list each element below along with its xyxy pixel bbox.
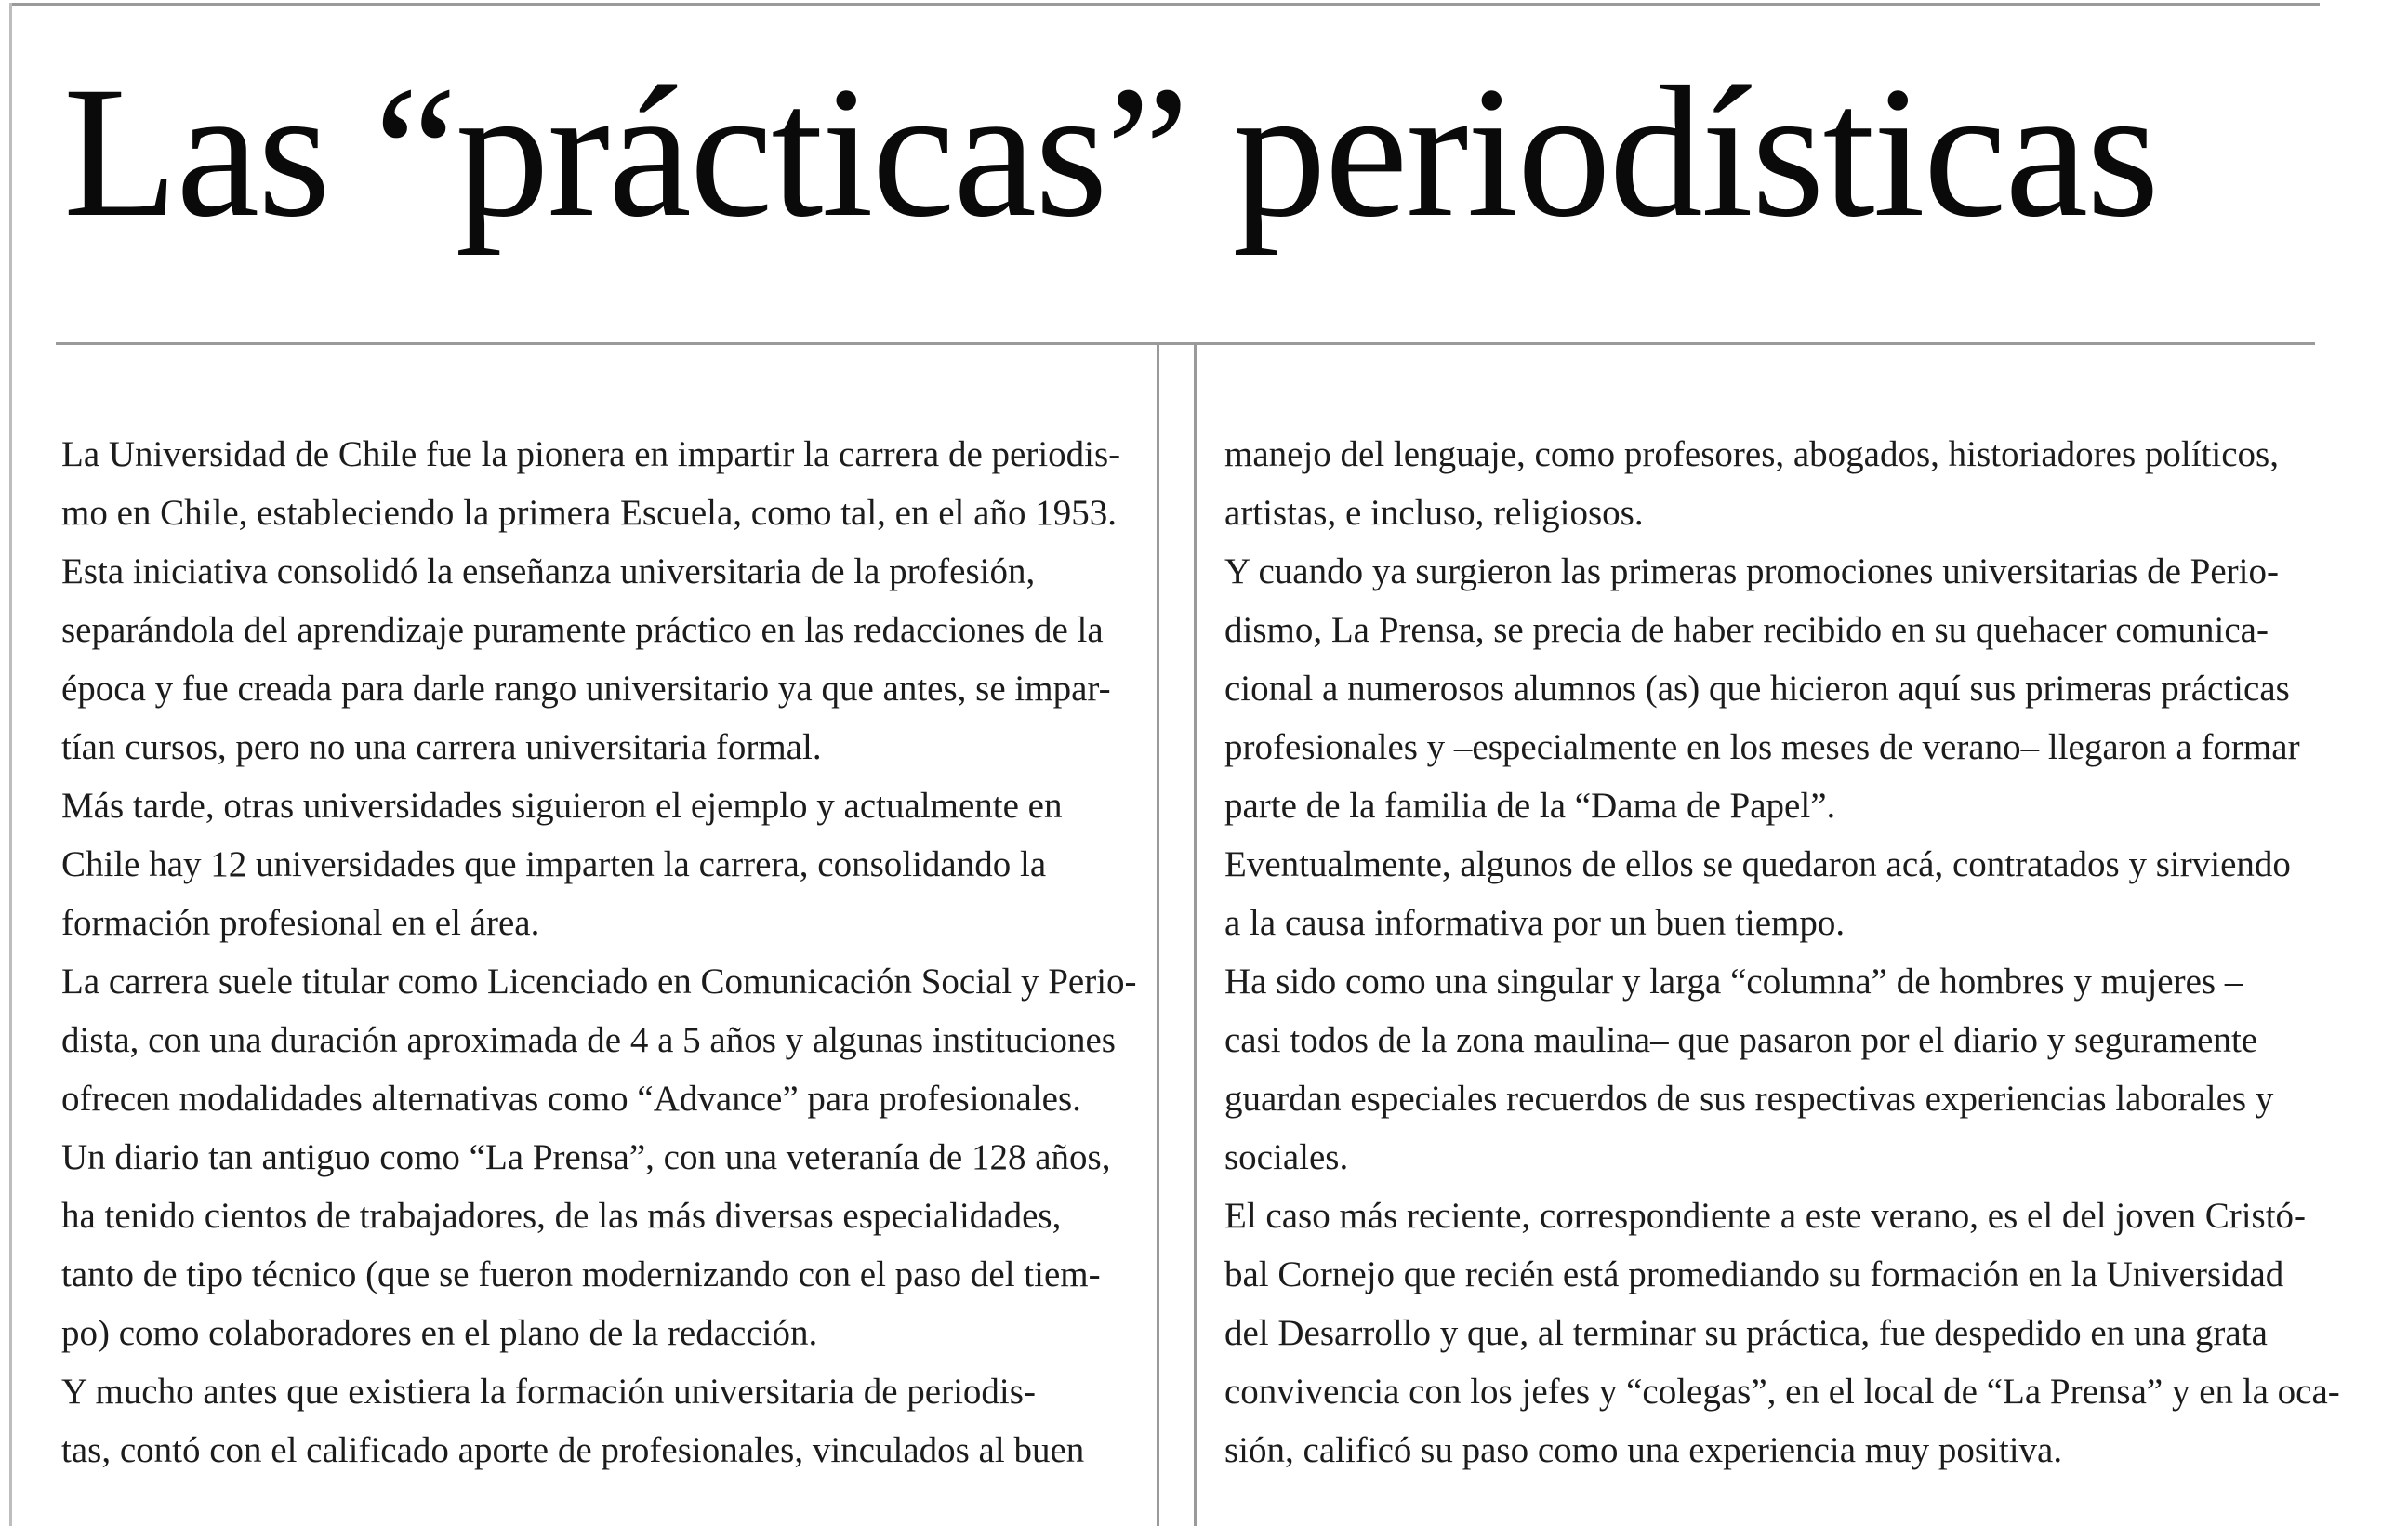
article-line: del Desarrollo y que, al terminar su práctica, fue despedido en una grata bbox=[1224, 1313, 2268, 1353]
article-line: Más tarde, otras universidades siguieron el ejemplo y actualmente en bbox=[61, 786, 1063, 826]
article-line: Chile hay 12 universidades que imparten la carrera, consolidando la bbox=[61, 844, 1047, 884]
article-line: convivencia con los jefes y “colegas”, en el local de “La Prensa” y en la oca- bbox=[1224, 1372, 2340, 1412]
article-line: tanto de tipo técnico (que se fueron modernizando con el paso del tiem- bbox=[61, 1254, 1101, 1294]
article-line: Ha sido como una singular y larga “columna” de hombres y mujeres – bbox=[1224, 962, 2243, 1002]
top-border-rule bbox=[9, 3, 2320, 6]
article-line: a la causa informativa por un buen tiempo. bbox=[1224, 903, 1846, 943]
article-line: El caso más reciente, correspondiente a este verano, es el del joven Cristó- bbox=[1224, 1196, 2307, 1236]
column-divider-rule bbox=[1157, 345, 1159, 1526]
article-line: Esta iniciativa consolidó la enseñanza universitaria de la profesión, bbox=[61, 551, 1036, 591]
article-line: ha tenido cientos de trabajadores, de las más diversas especialidades, bbox=[61, 1196, 1062, 1236]
article-line: La carrera suele titular como Licenciado en Comunicación Social y Perio- bbox=[61, 962, 1137, 1002]
article-line: Y mucho antes que existiera la formación universitaria de periodis- bbox=[61, 1372, 1036, 1412]
article-line: parte de la familia de la “Dama de Papel”. bbox=[1224, 786, 1836, 826]
article-line: Un diario tan antiguo como “La Prensa”, con una veteranía de 128 años, bbox=[61, 1137, 1111, 1177]
article-line: cional a numerosos alumnos (as) que hicieron aquí sus primeras prácticas bbox=[1224, 669, 2290, 709]
article-line: profesionales y –especialmente en los meses de verano– llegaron a formar bbox=[1224, 727, 2300, 767]
article-line: separándola del aprendizaje puramente práctico en las redacciones de la bbox=[61, 610, 1104, 650]
article-line: manejo del lenguaje, como profesores, abogados, historiadores políticos, bbox=[1224, 434, 2279, 474]
article-line: po) como colaboradores en el plano de la redacción. bbox=[61, 1313, 818, 1353]
article-line: dista, con una duración aproximada de 4 a 5 años y algunas instituciones bbox=[61, 1020, 1116, 1060]
article-line: sión, calificó su paso como una experiencia muy positiva. bbox=[1224, 1430, 2063, 1470]
article-line: Y cuando ya surgieron las primeras promociones universitarias de Perio- bbox=[1224, 551, 2279, 591]
article-line: artistas, e incluso, religiosos. bbox=[1224, 493, 1644, 533]
article-line: formación profesional en el área. bbox=[61, 903, 540, 943]
left-border-rule bbox=[9, 3, 12, 1526]
article-line: Eventualmente, algunos de ellos se quedaron acá, contratados y sirviendo bbox=[1224, 844, 2291, 884]
article-line: dismo, La Prensa, se precia de haber recibido en su quehacer comunica- bbox=[1224, 610, 2269, 650]
article-line: ofrecen modalidades alternativas como “Advance” para profesionales. bbox=[61, 1079, 1081, 1119]
article-column-right bbox=[1224, 425, 2340, 1480]
article-line: bal Cornejo que recién está promediando su formación en la Universidad bbox=[1224, 1254, 2284, 1294]
article-line: guardan especiales recuerdos de sus respectivas experiencias laborales y bbox=[1224, 1079, 2274, 1119]
headline-divider-rule bbox=[56, 342, 2315, 345]
article-column-left bbox=[61, 425, 1149, 1480]
article-line: sociales. bbox=[1224, 1137, 1349, 1177]
article-line: época y fue creada para darle rango universitario ya que antes, se impar- bbox=[61, 669, 1111, 709]
article-line: tas, contó con el calificado aporte de profesionales, vinculados al buen bbox=[61, 1430, 1085, 1470]
column-divider-rule bbox=[1194, 345, 1197, 1526]
article-line: tían cursos, pero no una carrera universitaria formal. bbox=[61, 727, 822, 767]
article-line: mo en Chile, estableciendo la primera Escuela, como tal, en el año 1953. bbox=[61, 493, 1117, 533]
headline: Las “prácticas” periodísticas bbox=[63, 47, 2158, 256]
article-line: La Universidad de Chile fue la pionera en impartir la carrera de periodis- bbox=[61, 434, 1121, 474]
article-line: casi todos de la zona maulina– que pasaron por el diario y seguramente bbox=[1224, 1020, 2258, 1060]
